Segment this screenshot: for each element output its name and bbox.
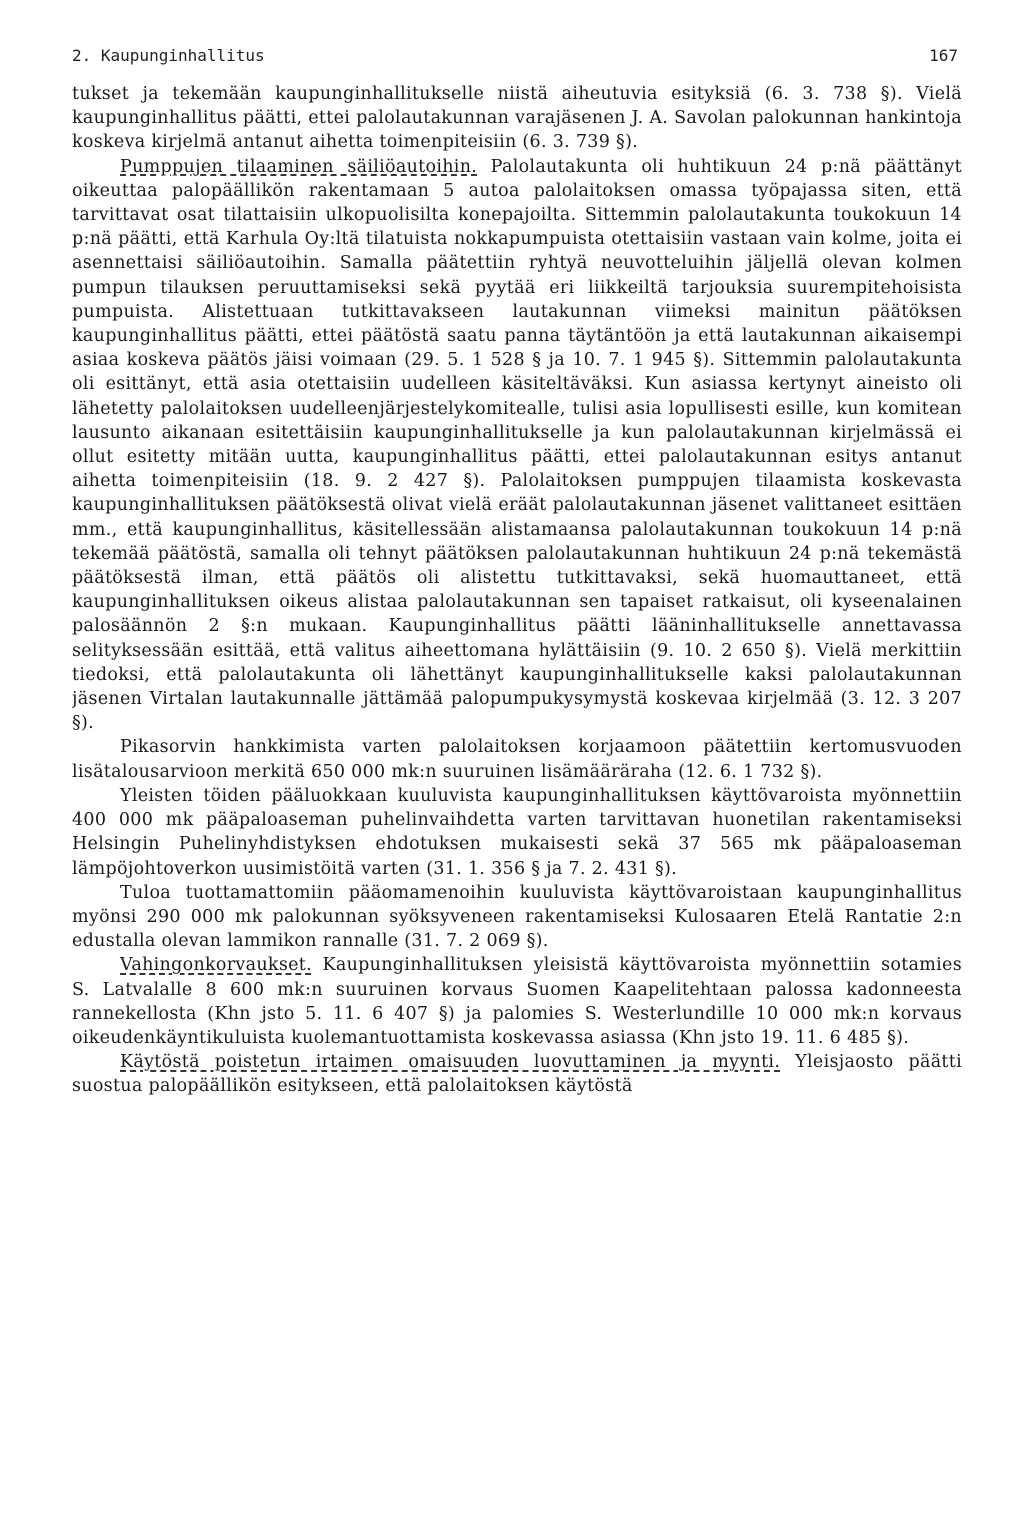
paragraph-heading: Vahingonkorvaukset. bbox=[120, 955, 312, 976]
paragraph-text: Palolautakunta oli huhtikuun 24 p:nä päättänyt oikeuttaa palopäällikön rakentamaan 5 autoa palolaitoksen omassa työpajassa siten, että tarvittavat osat tilattaisiin ulkopuolisilta konepajoilta. Sittemmin palolautakunta toukokuun 14 p:nä päätti, että Karhula Oy:ltä tilatuista nokkapumpuista otettaisiin vastaan vain kolme, joita ei asennettaisi säiliöautoihin. Samalla päätettiin ryhtyä neuvotteluihin jäljellä olevan kolmen pumpun tilauksen peruuttamiseksi sekä pyytää eri liikkeiltä tarjouksia suurempitehoisista pumpuista. Alistettuaan tutkittavakseen lautakunnan viimeksi mainitun päätöksen kaupunginhallitus päätti, ettei päätöstä saatu panna täytäntöön ja että lautakunnan aikaisempi asiaa koskeva päätös jäisi voimaan (29. 5. 1 528 § ja 10. 7. 1 945 §). Sittemmin palolautakunta oli esittänyt, että asia otettaisiin uudelleen käsiteltäväksi. Kun asiassa kertynyt aineisto oli lähetetty palolaitoksen uudelleenjärjestelykomitealle, tulisi asia lopullisesti esille, kun komitean lausunto aikanaan esitettäisiin kaupunginhallitukselle ja kun palolautakunnan kirjelmässä ei ollut esitetty mitään uutta, kaupunginhallitus päätti, ettei palolautakunnan esitys antanut aihetta toimenpiteisiin (18. 9. 2 427 §). Palolaitoksen pumppujen tilaamista koskevasta kaupunginhallituksen päätöksestä olivat vielä eräät palolautakunnan jäsenet valittaneet esittäen mm., että kaupunginhallitus, käsitellessään alistamaansa palolautakunnan toukokuun 14 p:nä tekemää päätöstä, samalla oli tehnyt päätöksen palolautakunnan huhtikuun 24 p:nä tekemästä päätöksestä ilman, että päätös oli alistettu tutkittavaksi, sekä huomauttaneet, että kaupunginhallituksen oikeus alistaa palolautakunnan sen tapaiset ratkaisut, oli kyseenalainen palosäännön 2 §:n mukaan. Kaupunginhallitus päätti lääninhallitukselle annettavassa selityksessään esittää, että valitus aiheettomana hylättäisiin (9. 10. 2 650 §). Vielä merkittiin tiedoksi, että palolautakunta oli lähettänyt kaupunginhallitukselle kaksi palolautakunnan jäsenen Virtalan lautakunnalle jättämää palopumpukysymystä koskevaa kirjelmää (3. 12. 3 207 §). bbox=[72, 156, 962, 734]
paragraph-text: Yleisten töiden pääluokkaan kuuluvista kaupunginhallituksen käyttövaroista myönnettiin 400 000 mk pääpaloaseman puhelinvaihdetta varten tarvittavan huonetilan rakentamiseksi Helsingin Puhelinyhdistyksen ehdotuksen mukaisesti sekä 37 565 mk pääpaloaseman lämpöjohtoverkon uusimistöitä varten (31. 1. 356 § ja 7. 2. 431 §). bbox=[72, 785, 962, 879]
paragraph-compensations bbox=[72, 953, 962, 1050]
paragraph-disposal bbox=[72, 1050, 962, 1098]
paragraph-continuation bbox=[72, 82, 962, 155]
paragraph-text: Pikasorvin hankkimista varten palolaitoksen korjaamoon päätettiin kertomusvuoden lisätalousarvioon merkitä 650 000 mk:n suuruinen lisämääräraha (12. 6. 1 732 §). bbox=[72, 737, 962, 782]
page-header bbox=[72, 46, 972, 68]
paragraph-text: Kaupunginhallituksen yleisistä käyttövaroista myönnettiin sotamies S. Latvalalle 8 600 mk:n suuruinen korvaus Suomen Kaapelitehtaan palossa kadonneesta rannekellosta (Khn jsto 5. 11. 6 407 §) ja palomies S. Westerlundille 10 000 mk:n korvaus oikeudenkäyntikuluista kuolemantuottamista koskevassa asiassa (Khn jsto 19. 11. 6 485 §). bbox=[72, 955, 962, 1048]
paragraph-lathe bbox=[72, 735, 962, 783]
paragraph-text: Tuloa tuottamattomiin pääomamenoihin kuuluvista käyttövaroistaan kaupunginhallitus myönsi 290 000 mk palokunnan syöksyveneen rakentamiseksi Kulosaaren Etelä Rantatie 2:n edustalla olevan lammikon rannalle (31. 7. 2 069 §). bbox=[72, 882, 962, 952]
section-title: 2. Kaupunginhallitus bbox=[72, 46, 265, 65]
paragraph-text: tukset ja tekemään kaupunginhallitukselle niistä aiheutuvia esityksiä (6. 3. 738 §). Vielä kaupunginhallitus päätti, ettei palolautakunnan varajäsenen J. A. Savolan palokunnan hankintoja koskeva kirjelmä antanut aihetta toimenpiteisiin (6. 3. 739 §). bbox=[72, 84, 962, 153]
paragraph-telephone-exchange bbox=[72, 784, 962, 881]
paragraph-boat bbox=[72, 881, 962, 954]
paragraph-text: Yleisjaosto päätti suostua palopäällikön esitykseen, että palolaitoksen käytöstä bbox=[72, 1052, 962, 1097]
paragraph-pump-orders bbox=[72, 155, 962, 736]
document-page bbox=[72, 0, 972, 1537]
paragraph-heading: Pumppujen tilaaminen säiliöautoihin. bbox=[120, 156, 478, 177]
paragraph-heading: Käytöstä poistetun irtaimen omaisuuden luovuttaminen ja myynti. bbox=[120, 1052, 781, 1073]
page-number: 167 bbox=[929, 46, 958, 65]
body-text bbox=[72, 82, 962, 1099]
